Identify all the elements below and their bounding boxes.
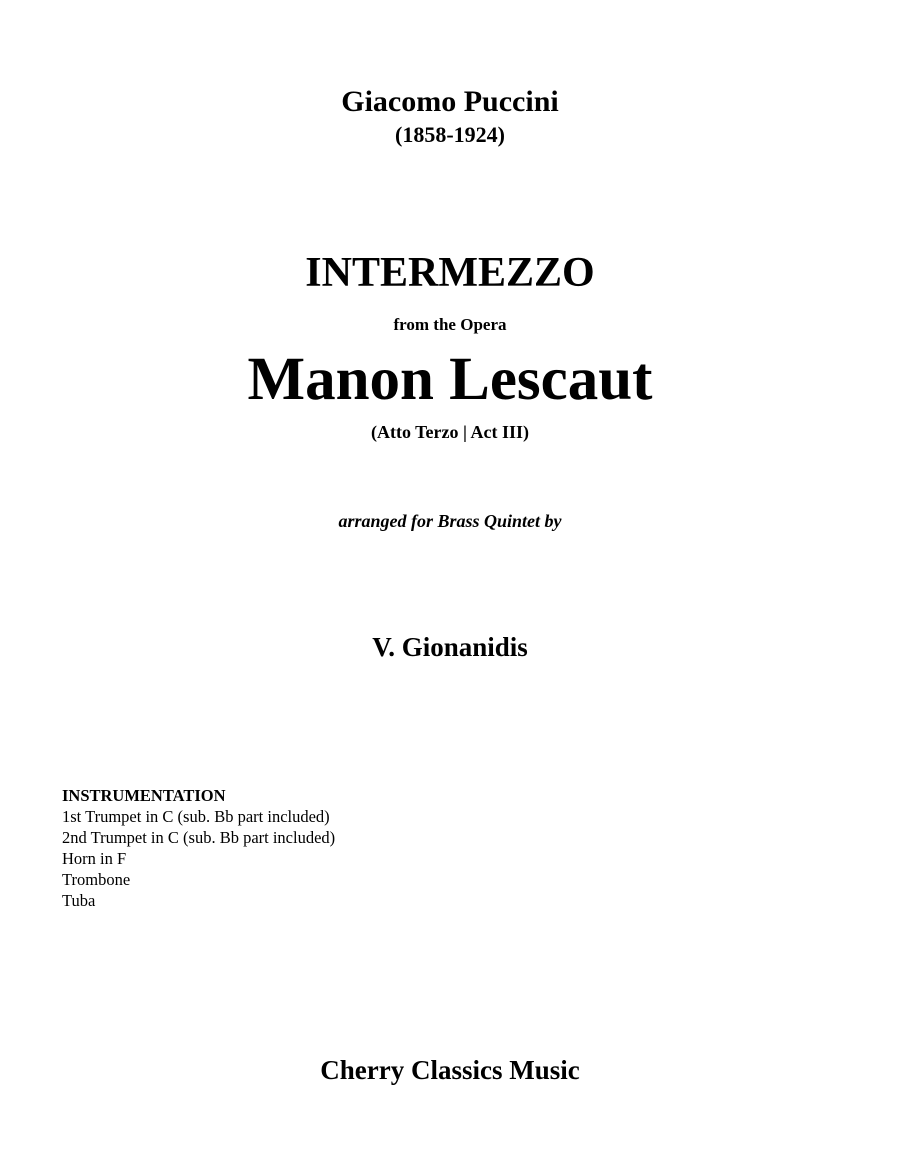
- instrument-item: 2nd Trumpet in C (sub. Bb part included): [62, 828, 336, 847]
- instrumentation-heading: INSTRUMENTATION: [62, 786, 226, 805]
- piece-title: INTERMEZZO: [305, 250, 595, 296]
- instrument-item: Trombone: [62, 870, 131, 889]
- instrumentation-list: [62, 785, 335, 911]
- arranger-name: V. Gionanidis: [372, 632, 528, 662]
- composer-dates: (1858-1924): [395, 122, 505, 147]
- instrument-item: Tuba: [62, 891, 96, 910]
- act-line: (Atto Terzo | Act III): [371, 422, 529, 442]
- composer-name: Giacomo Puccini: [341, 85, 559, 118]
- from-opera-line: from the Opera: [393, 315, 507, 334]
- publisher-name: Cherry Classics Music: [320, 1055, 580, 1085]
- instrument-item: Horn in F: [62, 849, 127, 868]
- arranged-for-line: arranged for Brass Quintet by: [338, 511, 562, 531]
- instrument-item: 1st Trumpet in C (sub. Bb part included): [62, 807, 330, 826]
- opera-title: Manon Lescaut: [247, 346, 653, 413]
